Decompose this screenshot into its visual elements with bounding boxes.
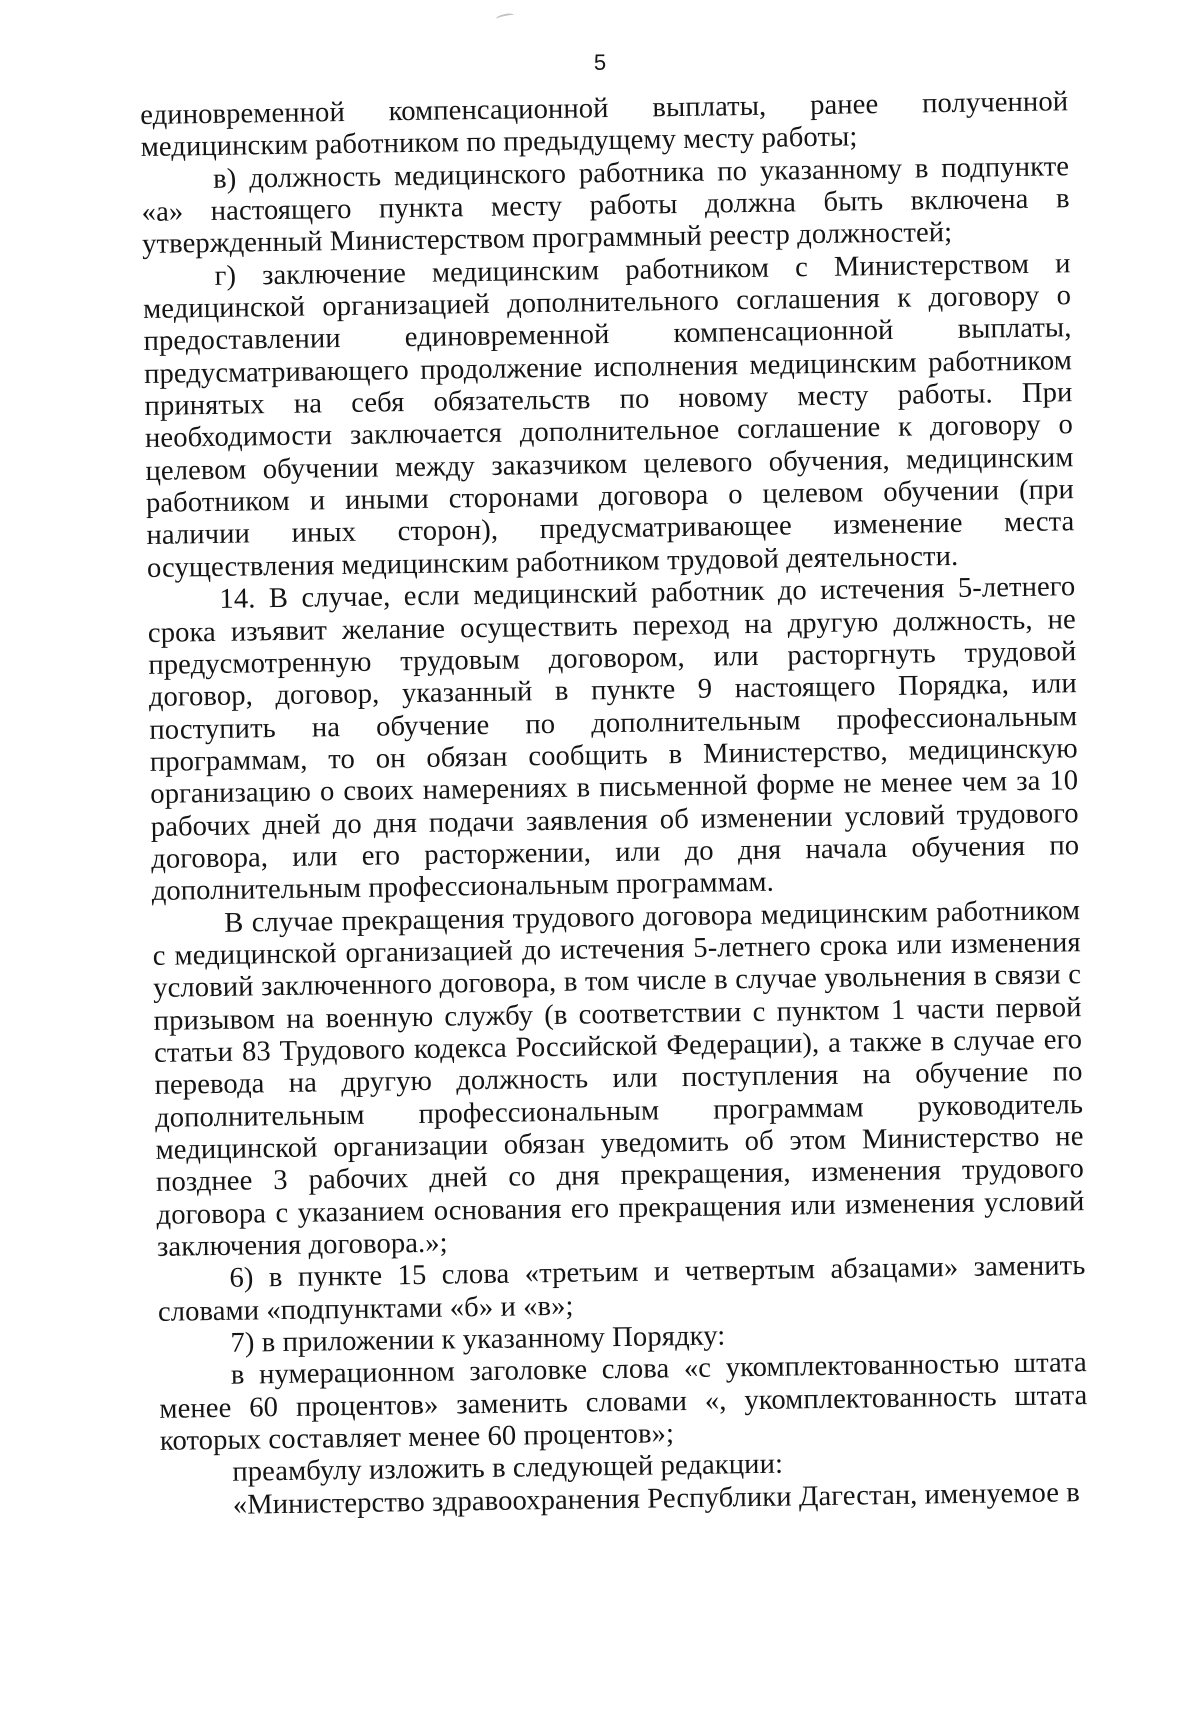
paragraph-preamble-quote: «Министерство здравоохранения Республики Дагестан, именуемое в [232,1476,1081,1521]
paragraph-continuation: единовременной компенсационной выплаты, ранее полученной медицинским работником по предыдущему месту работы; [140,86,1069,164]
scan-artifact-mark [496,12,515,22]
paragraph-heading-change: в нумерационном заголовке слова «с укомплектованностью штата менее 60 процентов» заменить словами «, укомплектованность штата которых составляет менее 60 процентов»; [159,1347,1088,1457]
document-body [140,86,1089,1523]
page-number: 5 [593,50,607,75]
paragraph-preamble-intro: преамбулу изложить в следующей редакции: [232,1449,784,1489]
paragraph-termination-case: В случае прекращения трудового договора медицинским работником с медицинской организацией до истечения 5-летнего срока или изменения условий заключенного договора, в том числе в случае увольнения в связи с призывом на военную службу (в соответствии с пунктом 1 части первой статьи 83 Трудового кодекса Российской Федерации), а также в случае его перевода на другую должность или поступления на обучение по дополнительным профессиональным программам руководитель медицинской организации обязан уведомить об этом Министерство не позднее 3 рабочих дней со дня прекращения, изменения трудового договора с указанием основания его прекращения или изменения условий заключения договора.»; [152,894,1085,1263]
paragraph-amendment-6: 6) в пункте 15 слова «третьим и четвертым абзацами» заменить словами «подпунктами «б» и «в»; [157,1250,1086,1328]
paragraph-item-14: 14. В случае, если медицинский работник до истечения 5-летнего срока изъявит желание осуществить переход на другую должность, не предусмотренную трудовым договором, или расторгнуть трудовой договор, договор, указанный в пункте 9 настоящего Порядка, или поступить на обучение по дополнительным профессиональным программам, то он обязан сообщить в Министерство, медицинскую организацию о своих намерениях в письменной форме не менее чем за 10 рабочих дней до дня подачи заявления об изменении условий трудового договора, или его расторжении, или до дня начала обучения по дополнительным профессиональным программам. [147,571,1080,908]
paragraph-subitem-v: в) должность медицинского работника по указанному в подпункте «а» настоящего пункта месту работы должна быть включена в утвержденный Министерством программный реестр должностей; [141,150,1070,261]
paragraph-subitem-g: г) заключение медицинским работником с Министерством и медицинской организацией дополнительного соглашения к договору о предоставлении единовременной компенсационной выплаты, предусматривающего продолжение исполнения медицинским работником принятых на себя обязательств по новому месту работы. При необходимости заключается дополнительное соглашение к договору о целевом обучении между заказчиком целевого обучения, медицинским работником и иными сторонами договора о целевом обучении (при наличии иных сторон), предусматривающее изменение места осуществления медицинским работником трудовой деятельности. [142,247,1075,584]
paragraph-amendment-7: 7) в приложении к указанному Порядку: [230,1320,726,1359]
